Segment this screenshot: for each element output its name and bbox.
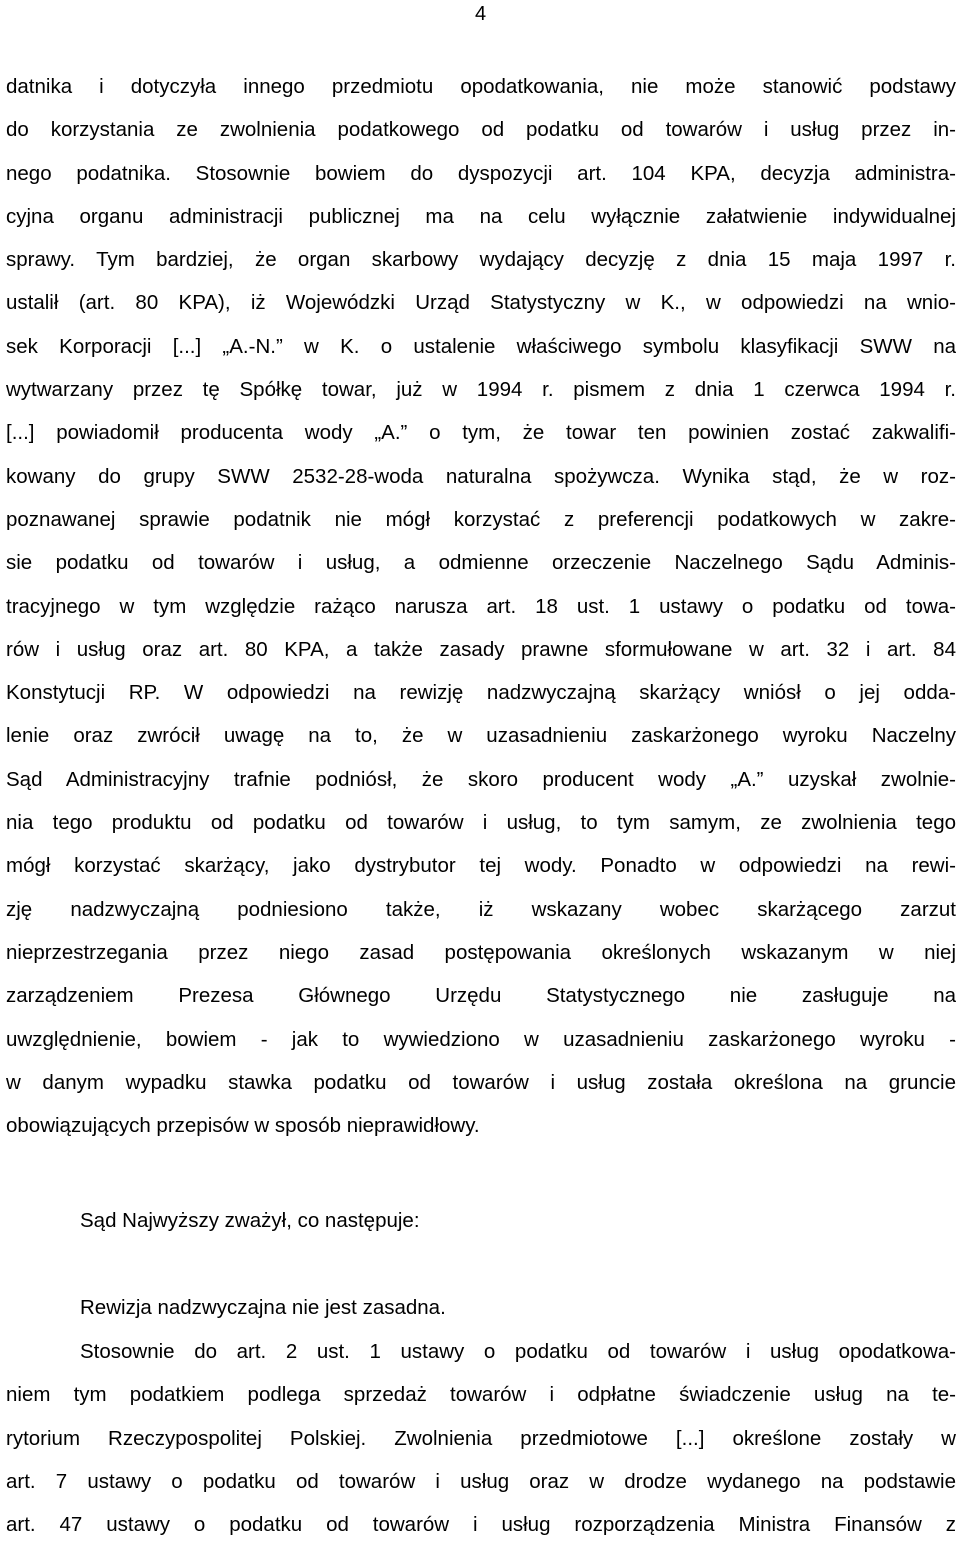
text-line: uwzględnienie, bowiem - jak to wywiedziono w uzasadnieniu zaskarżonego wyroku - xyxy=(6,1027,956,1051)
text-line: rów i usług oraz art. 80 KPA, a także zasady prawne sformułowane w art. 32 i art. 84 xyxy=(6,637,956,661)
heading-text: Sąd Najwyższy zważył, co następuje: xyxy=(80,1209,420,1232)
paragraph-verdict xyxy=(6,1286,956,1329)
text-line: zję nadzwyczajną podniesiono także, iż wskazany wobec skarżącego zarzut xyxy=(6,897,956,921)
text-line: Rewizja nadzwyczajna nie jest zasadna. xyxy=(80,1296,446,1319)
text-line: [...] powiadomił producenta wody „A.” o tym, że towar ten powinien zostać zakwalifi- xyxy=(6,421,956,445)
text-line: nia tego produktu od podatku od towarów i usług, to tym samym, ze zwolnienia tego xyxy=(6,811,956,835)
paragraph-continuation xyxy=(6,65,956,1147)
text-line: lenie oraz zwrócił uwagę na to, że w uzasadnieniu zaskarżonego wyroku Naczelny xyxy=(6,724,956,748)
text-line: do korzystania ze zwolnienia podatkowego od podatku od towarów i usług przez in- xyxy=(6,118,956,142)
text-line: sie podatku od towarów i usług, a odmienne orzeczenie Naczelnego Sądu Adminis- xyxy=(6,551,956,575)
text-line: art. 7 ustawy o podatku od towarów i usług oraz w drodze wydanego na podstawie xyxy=(6,1469,956,1493)
text-line: niem tym podatkiem podlega sprzedaż towarów i odpłatne świadczenie usług na te- xyxy=(6,1383,956,1407)
text-line: cyjna organu administracji publicznej ma na celu wyłącznie załatwienie indywidualnej xyxy=(6,204,956,228)
text-line: obowiązujących przepisów w sposób nieprawidłowy. xyxy=(6,1114,480,1138)
section-heading xyxy=(6,1199,956,1242)
text-line: poznawanej sprawie podatnik nie mógł korzystać z preferencji podatkowych w zakre- xyxy=(6,507,956,531)
text-line: sek Korporacji [...] „A.-N.” w K. o ustalenie właściwego symbolu klasyfikacji SWW na xyxy=(6,334,956,358)
text-line: mógł korzystać skarżący, jako dystrybutor tej wody. Ponadto w odpowiedzi na rewi- xyxy=(6,854,956,878)
page-number: 4 xyxy=(475,3,487,25)
text-line: kowany do grupy SWW 2532-28-woda naturalna spożywcza. Wynika stąd, że w roz- xyxy=(6,464,956,488)
text-line: Stosownie do art. 2 ust. 1 ustawy o podatku od towarów i usług opodatkowa- xyxy=(80,1340,956,1363)
text-line: rytorium Rzeczypospolitej Polskiej. Zwolnienia przedmiotowe [...] określone zostały w xyxy=(6,1426,956,1450)
text-line: Sąd Administracyjny trafnie podniósł, że skoro producent wody „A.” uzyskał zwolnie- xyxy=(6,767,956,791)
text-line: tracyjnego w tym względzie rażąco narusza art. 18 ust. 1 ustawy o podatku od towa- xyxy=(6,594,956,618)
text-line: zarządzeniem Prezesa Głównego Urzędu Statystycznego nie zasługuje na xyxy=(6,984,956,1008)
text-line: datnika i dotyczyła innego przedmiotu opodatkowania, nie może stanowić podstawy xyxy=(6,75,956,98)
text-line: Konstytucji RP. W odpowiedzi na rewizję nadzwyczajną skarżący wniósł o jej odda- xyxy=(6,681,956,705)
text-line: nego podatnika. Stosownie bowiem do dyspozycji art. 104 KPA, decyzja administra- xyxy=(6,161,956,185)
text-line: art. 47 ustawy o podatku od towarów i usług rozporządzenia Ministra Finansów z xyxy=(6,1513,956,1537)
text-line: wytwarzany przez tę Spółkę towar, już w 1994 r. pismem z dnia 1 czerwca 1994 r. xyxy=(6,378,956,402)
text-line: nieprzestrzegania przez niego zasad postępowania określonych wskazanym w niej xyxy=(6,940,956,964)
paragraph-reasoning xyxy=(6,1330,956,1546)
text-line: sprawy. Tym bardziej, że organ skarbowy wydający decyzję z dnia 15 maja 1997 r. xyxy=(6,248,956,272)
text-line: ustalił (art. 80 KPA), iż Wojewódzki Urząd Statystyczny w K., w odpowiedzi na wnio- xyxy=(6,291,956,315)
text-line: w danym wypadku stawka podatku od towarów i usług została określona na gruncie xyxy=(6,1070,956,1094)
